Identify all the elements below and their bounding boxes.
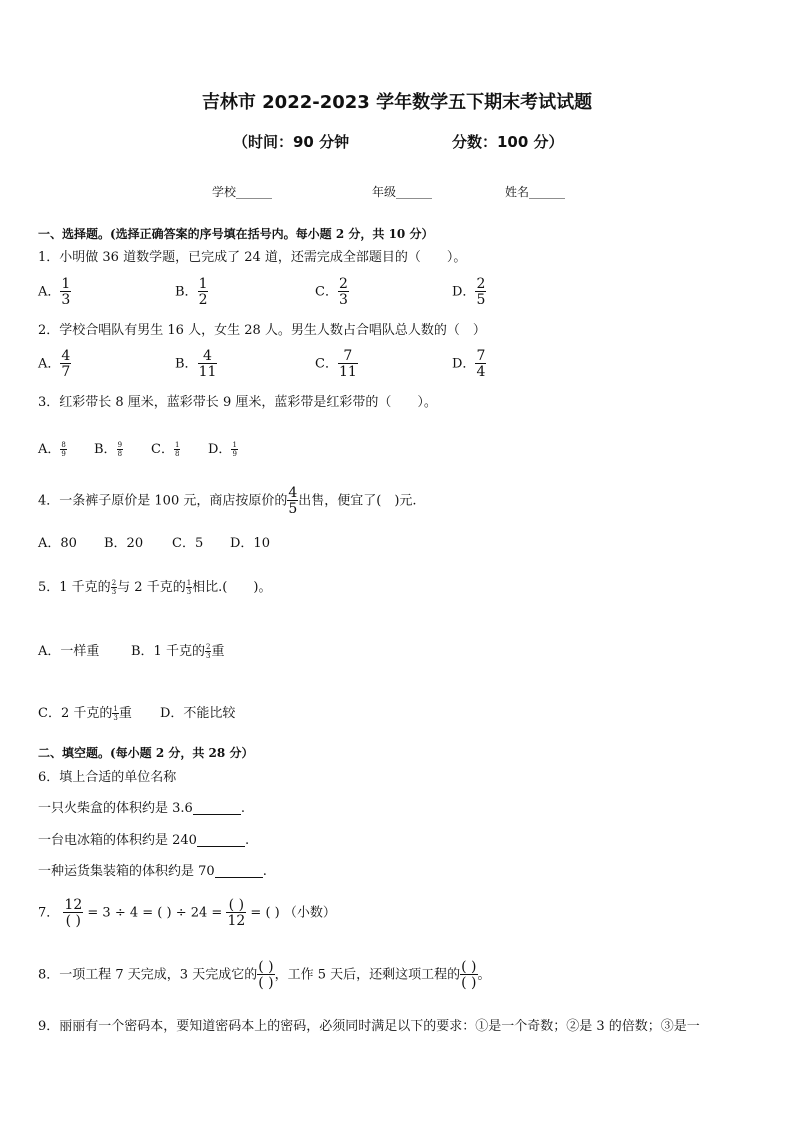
q6-blank-3[interactable] xyxy=(215,865,263,878)
q2-option-d: D． $\frac{7}{4}$ xyxy=(452,348,486,380)
q6-blank-1[interactable] xyxy=(193,802,241,815)
q6-line-3: 一种运货集装箱的体积约是 70 . xyxy=(38,864,267,879)
q5-option-b: B．1 千克的 $\frac{2}{3}$ 重 xyxy=(131,642,225,660)
q3-stem: 3．红彩带长 8 厘米，蓝彩带长 9 厘米，蓝彩带是红彩带的（ ）。 xyxy=(38,395,437,410)
exam-time: （时间：90 分钟 xyxy=(233,133,350,151)
q1-option-a: A． $\frac{1}{3}$ xyxy=(38,276,71,308)
q3-option-b: B． $\frac{9}{8}$ xyxy=(94,440,123,458)
q4-stem: 4．一条裤子原价是 100 元，商店按原价的 $\frac{4}{5}$ 出售，便宜了( )元. xyxy=(38,485,417,517)
q2-stem: 2．学校合唱队有男生 16 人，女生 28 人。男生人数占合唱队总人数的（ ） xyxy=(38,323,486,338)
q8-stem: 8．一项工程 7 天完成，3 天完成它的 $\frac{( )}{( )}$ ，工作 5 天后，还剩这项工程的 $\frac{( )}{( )}$ 。 xyxy=(38,959,491,991)
school-field: 学校______ xyxy=(212,185,273,199)
q7-blank-2[interactable]: ( ) xyxy=(265,905,280,921)
q5-option-a: A．一样重 xyxy=(38,644,100,659)
q5-stem: 5．1 千克的 $\frac{2}{3}$ 与 2 千克的 $\frac{1}{3}$ 相比.( )。 xyxy=(38,578,272,596)
q4-option-a: A．80 xyxy=(38,536,77,551)
q6-blank-2[interactable] xyxy=(197,834,245,847)
q3-option-d: D． $\frac{1}{9}$ xyxy=(208,440,237,458)
q1-option-d: D． $\frac{2}{5}$ xyxy=(452,276,486,308)
q7-blank-1[interactable]: ( ) xyxy=(157,905,172,921)
q4-option-b: B．20 xyxy=(104,536,144,551)
exam-title: 吉林市 2022-2023 学年数学五下期末考试试题 xyxy=(201,92,593,113)
q5-option-c: C．2 千克的 $\frac{1}{3}$ 重 xyxy=(38,704,132,722)
q8-blank-1[interactable]: $\frac{( )}{( )}$ xyxy=(258,959,274,991)
name-field: 姓名______ xyxy=(505,185,566,199)
q4-option-c: C．5 xyxy=(172,536,204,551)
q1-stem: 1．小明做 36 道数学题，已完成了 24 道，还需完成全部题目的（ ）。 xyxy=(38,250,467,265)
exam-score: 分数：100 分） xyxy=(452,133,564,151)
section1-title: 一、选择题。(选择正确答案的序号填在括号内。每小题 2 分，共 10 分） xyxy=(38,227,434,241)
q2-option-b: B． $\frac{4}{11}$ xyxy=(175,348,217,380)
grade-field: 年级______ xyxy=(372,185,433,199)
q7-equation: 7． $\frac{12}{( )}$ = 3 ÷ 4 = ( ) ÷ 24 = $\frac{( )}{12}$ = ( ) （小数） xyxy=(38,897,336,929)
q4-option-d: D．10 xyxy=(230,536,270,551)
q6-line-2: 一台电冰箱的体积约是 240 . xyxy=(38,833,250,848)
q9-stem: 9．丽丽有一个密码本，要知道密码本上的密码，必须同时满足以下的要求：①是一个奇数；②是 3 的倍数；③是一 xyxy=(38,1019,700,1034)
q1-option-b: B． $\frac{1}{2}$ xyxy=(175,276,208,308)
q5-option-d: D．不能比较 xyxy=(160,706,236,721)
q6-line-1: 一只火柴盒的体积约是 3.6 . xyxy=(38,801,245,816)
q8-blank-2[interactable]: $\frac{( )}{( )}$ xyxy=(461,959,477,991)
q1-option-c: C． $\frac{2}{3}$ xyxy=(315,276,348,308)
q6-stem: 6．填上合适的单位名称 xyxy=(38,770,177,785)
section2-title: 二、填空题。(每小题 2 分，共 28 分） xyxy=(38,746,254,760)
q2-option-c: C． $\frac{7}{11}$ xyxy=(315,348,357,380)
q3-option-c: C． $\frac{1}{8}$ xyxy=(151,440,180,458)
q2-option-a: A． $\frac{4}{7}$ xyxy=(38,348,71,380)
q3-option-a: A． $\frac{8}{9}$ xyxy=(38,440,66,458)
